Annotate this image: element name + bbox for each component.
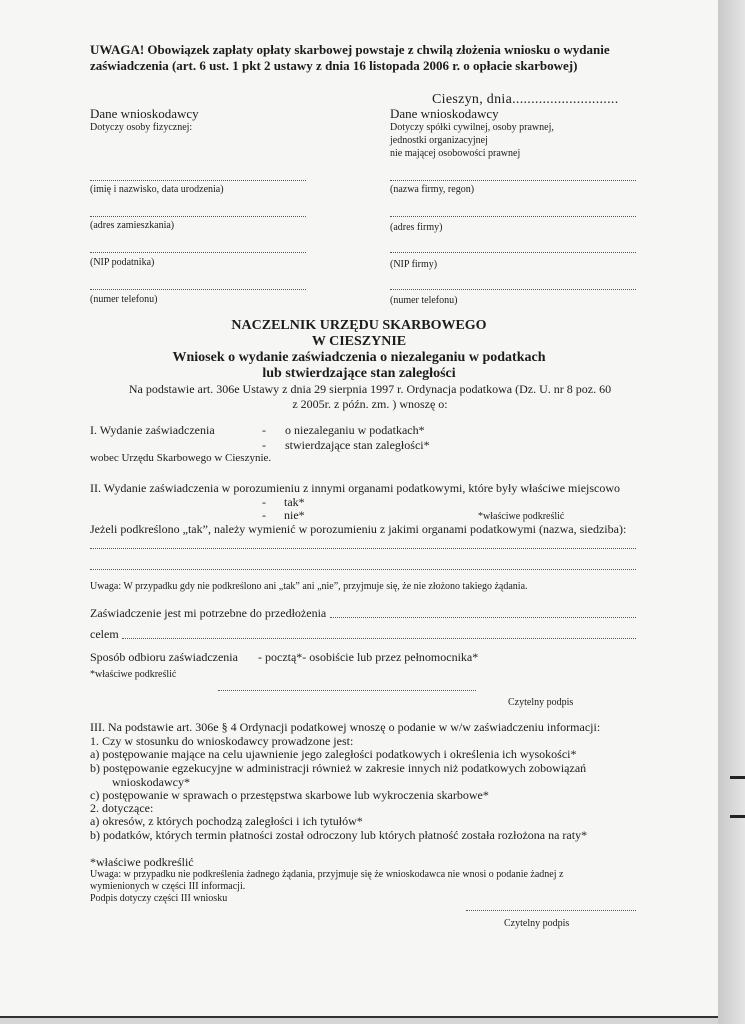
field-line: [390, 289, 636, 290]
right-sub-3: nie mającej osobowości prawnej: [390, 148, 521, 159]
fill-line: [90, 569, 636, 570]
warning-line-2: zaświadczenia (art. 6 ust. 1 pkt 2 ustawy z dnia 16 listopada 2006 r. o opłacie skarbowej): [90, 58, 578, 73]
legal-basis-1: Na podstawie art. 306e Ustawy z dnia 29 sierpnia 1997 r. Ordynacja podatkowa (Dz. U. nr 8 poz. 60: [128, 382, 612, 396]
aim-label: celem: [90, 627, 119, 641]
section3-item-2: 2. dotyczące:: [90, 801, 154, 815]
section2-underline-note: *właściwe podkreślić: [478, 511, 565, 522]
fill-line: [330, 617, 636, 618]
right-sub-2: jednostki organizacyjnej: [390, 135, 488, 146]
field-nip: (NIP podatnika): [90, 257, 155, 268]
page-bottom-edge: [0, 1016, 718, 1018]
section2-note: Uwaga: W przypadku gdy nie podkreślono ani „tak” ani „nie”, przyjmuje się, że nie złożono takiego żądania.: [90, 581, 528, 592]
purpose-label: Zaświadczenie jest mi potrzebne do przedłożenia: [90, 606, 327, 620]
field-line: [390, 252, 636, 253]
signature-line: [218, 690, 476, 691]
warning-line-1: UWAGA! Obowiązek zapłaty opłaty skarbowej powstaje z chwilą złożenia wniosku o wydanie: [90, 42, 610, 57]
section3-item-b2: b) podatków, których termin płatności został odroczony lub których płatność została rozłożona na raty*: [90, 828, 588, 842]
section3-item-c: c) postępowanie w sprawach o przestępstwa skarbowe lub wykroczenia skarbowe*: [90, 788, 489, 802]
left-heading: Dane wnioskodawcy: [90, 106, 199, 121]
section3-label: III. Na podstawie art. 306e § 4 Ordynacji podatkowej wnoszę o podanie w w/w zaświadczeniu informacji:: [90, 720, 601, 734]
section3-note-2: wymienionych w części III informacji.: [90, 881, 246, 892]
field-line: [390, 216, 636, 217]
office-line-2: W CIESZYNIE: [311, 334, 407, 349]
right-sub-1: Dotyczy spółki cywilnej, osoby prawnej,: [390, 122, 554, 133]
section1-option-1: o niezaleganiu w podatkach*: [285, 423, 425, 437]
field-line: [90, 289, 306, 290]
section2-yes: tak*: [284, 495, 305, 509]
scan-mark: [730, 776, 745, 779]
field-company-phone: (numer telefonu): [390, 295, 458, 306]
field-phone: (numer telefonu): [90, 294, 158, 305]
field-company-regon: (nazwa firmy, regon): [390, 184, 475, 195]
section2-label: II. Wydanie zaświadczenia w porozumieniu z innymi organami podatkowymi, które były właściwe miejscowo: [90, 481, 621, 495]
underline-note-2: *właściwe podkreślić: [90, 669, 177, 680]
pickup-label: Sposób odbioru zaświadczenia: [90, 650, 238, 664]
section3-item-a2: a) okresów, z których pochodzą zaległości i ich tytułów*: [90, 814, 363, 828]
scan-mark: [730, 815, 745, 818]
section2-no: nie*: [284, 508, 305, 522]
field-line: [90, 180, 306, 181]
signature-label-2: Czytelny podpis: [504, 918, 570, 929]
signature-label: Czytelny podpis: [508, 697, 574, 708]
section3-item-b-cont: wnioskodawcy*: [112, 775, 190, 789]
section3-item-a: a) postępowanie mające na celu ujawnienie jego zaległości podatkowych i określenia ich wysokości*: [90, 747, 577, 761]
request-title-2: lub stwierdzające stan zaległości: [262, 366, 456, 381]
section2-if-yes: Jeżeli podkreślono „tak”, należy wymienić w porozumieniu z jakimi organami podatkowymi (nazwa, siedziba):: [90, 522, 627, 536]
field-company-nip: (NIP firmy): [390, 259, 438, 270]
dash: -: [262, 495, 266, 509]
right-heading: Dane wnioskodawcy: [390, 106, 499, 121]
place-date: Cieszyn, dnia............................: [432, 92, 619, 107]
dash: -: [262, 423, 266, 437]
left-subheading: Dotyczy osoby fizycznej:: [90, 122, 193, 133]
pickup-options: - pocztą*- osobiście lub przez pełnomocnika*: [258, 650, 479, 664]
section1-option-2: stwierdzające stan zaległości*: [285, 438, 430, 452]
scan-edge: [718, 0, 745, 1024]
section3-item-b: b) postępowanie egzekucyjne w administracji również w zakresie innych niż podatkowych zobowiązań: [90, 761, 587, 775]
dash: -: [262, 438, 266, 452]
office-line-1: NACZELNIK URZĘDU SKARBOWEGO: [231, 318, 487, 333]
field-company-address: (adres firmy): [390, 222, 443, 233]
field-line: [390, 180, 636, 181]
fill-line: [122, 638, 636, 639]
field-address: (adres zamieszkania): [90, 220, 175, 231]
signature-line-2: [466, 910, 636, 911]
field-name-birth: (imię i nazwisko, data urodzenia): [90, 184, 224, 195]
section3-note-1: Uwaga: w przypadku nie podkreślenia żadnego żądania, przyjmuje się że wnioskodawca nie wnosi o podanie żadnej z: [90, 869, 564, 880]
fill-line: [90, 548, 636, 549]
field-line: [90, 252, 306, 253]
section1-label: I. Wydanie zaświadczenia: [90, 423, 215, 437]
section3-item-1: 1. Czy w stosunku do wnioskodawcy prowadzone jest:: [90, 734, 354, 748]
request-title-1: Wniosek o wydanie zaświadczenia o niezaleganiu w podatkach: [172, 350, 546, 365]
legal-basis-2: z 2005r. z późn. zm. ) wnoszę o:: [292, 397, 448, 411]
section3-underline-note: *właściwe podkreślić: [90, 855, 194, 869]
section3-note-3: Podpis dotyczy części III wniosku: [90, 893, 228, 904]
dash: -: [262, 508, 266, 522]
section1-office: wobec Urzędu Skarbowego w Cieszynie.: [90, 452, 272, 464]
field-line: [90, 216, 306, 217]
